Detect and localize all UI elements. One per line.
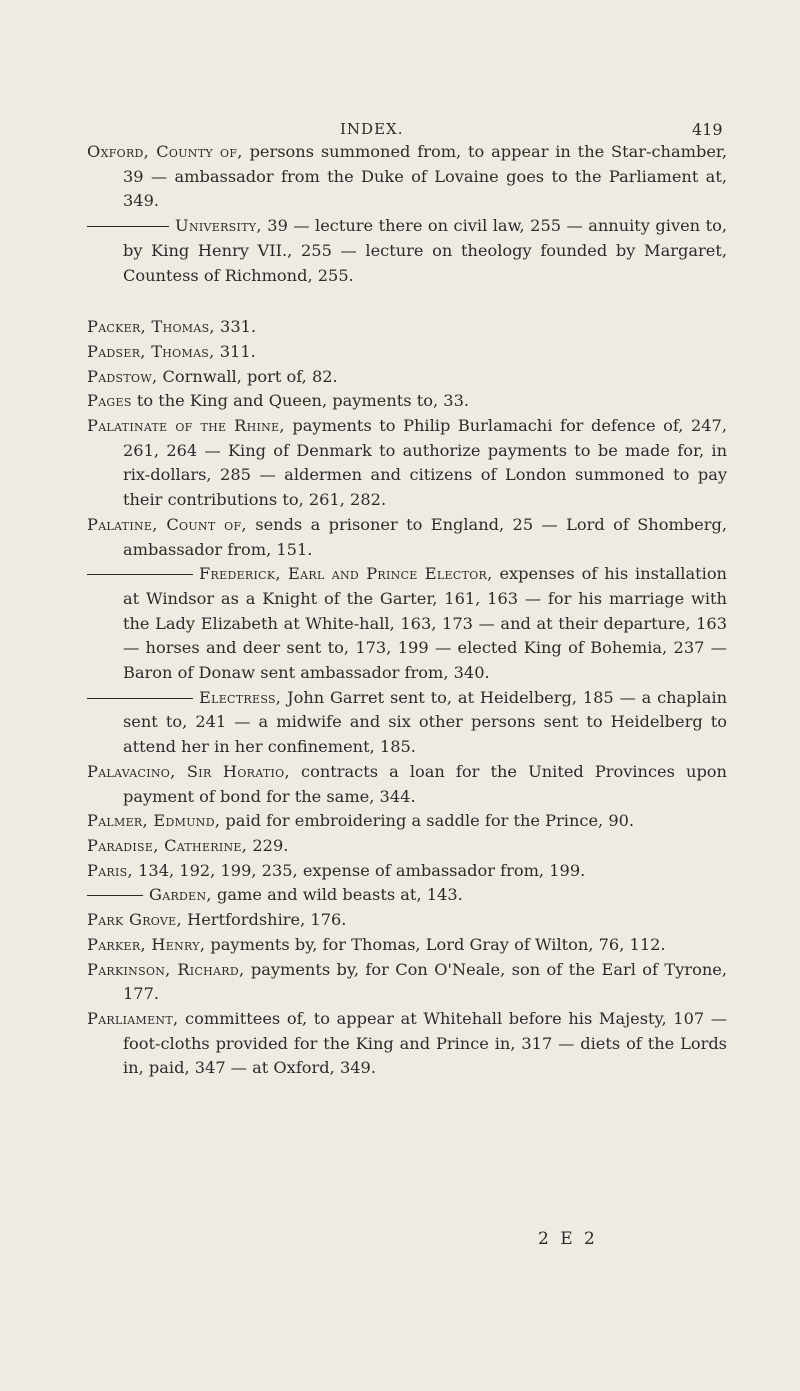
index-entry-padstow (87, 365, 727, 390)
entry-text: committees of, to appear at Whitehall before his Majesty, 107 — foot-cloths provided for the King and Prince in, 317 — diets of the Lords in, paid, 347 — at Oxford, 349. (123, 1008, 727, 1078)
entry-headword: Electress, (199, 687, 282, 707)
index-entry-oxford (87, 140, 727, 214)
entry-text: 134, 192, 199, 235, expense of ambassador from, 199. (132, 860, 586, 880)
entry-text: 311. (214, 341, 256, 361)
entry-headword: Paris, (87, 860, 133, 880)
index-entry-pages (87, 389, 727, 414)
index-entry-parliament (87, 1007, 727, 1081)
index-entry-palatinate (87, 414, 727, 513)
entry-text: Hertfordshire, 176. (181, 910, 347, 930)
index-entry-park-grove (87, 908, 727, 933)
entry-headword: Parkinson, Richard, (87, 959, 245, 979)
index-entry-palavacino (87, 760, 727, 809)
entry-text: John Garret sent to, at Heidelberg, 185 — a chaplain sent to, 241 — a midwife and six other persons sent to Heidelberg to attend her in her confinement, 185. (123, 687, 727, 757)
index-subentry-garden (87, 883, 727, 908)
entry-headword: Pages (87, 391, 132, 411)
entry-headword: Paradise, Catherine, (87, 835, 248, 855)
entry-text: payments by, for Thomas, Lord Gray of Wilton, 76, 112. (205, 934, 666, 954)
ditto-dash (87, 574, 193, 575)
index-entry-parkinson (87, 958, 727, 1007)
entry-headword: Parliament, (87, 1008, 179, 1028)
page-number: 419 (692, 120, 723, 139)
signature-mark: 2 E 2 (538, 1229, 598, 1249)
entry-headword: Padstow, (87, 366, 158, 386)
entry-text: sends a prisoner to England, 25 — Lord of Shomberg, ambassador from, 151. (123, 514, 727, 559)
entry-text: expenses of his installation at Windsor as a Knight of the Garter, 161, 163 — for his marriage with the Lady Elizabeth at White-hall, 163, 173 — and at their departure, 163 — horses and deer sent to, 173, 199 — elected King of Bohemia, 237 — Baron of Donaw sent ambassador from, 340. (123, 564, 727, 683)
ditto-dash (87, 226, 169, 227)
entry-text: paid for embroidering a saddle for the Prince, 90. (220, 811, 635, 831)
letter-gap (87, 288, 727, 315)
entry-text: 39 — lecture there on civil law, 255 — annuity given to, by King Henry VII., 255 — lecture on theology founded by Margaret, Countess of Richmond, 255. (123, 216, 727, 285)
entry-text: payments by, for Con O'Neale, son of the Earl of Tyrone, 177. (123, 959, 727, 1004)
entry-headword: Parker, Henry, (87, 934, 206, 954)
entry-text: game and wild beasts at, 143. (211, 885, 463, 905)
index-subentry-electress (87, 686, 727, 760)
index-subentry-university (87, 214, 727, 288)
index-entry-paradise (87, 834, 727, 859)
entry-headword: Garden, (149, 885, 212, 905)
entry-headword: Palatine, Count of, (87, 514, 247, 534)
index-entry-parker (87, 933, 727, 958)
entry-text: Cornwall, port of, 82. (157, 366, 338, 386)
ditto-dash (87, 895, 143, 896)
entry-headword: University, (175, 216, 262, 236)
entry-text: 331. (214, 317, 257, 337)
index-entry-palmer (87, 809, 727, 834)
entry-headword: Oxford, County of, (87, 142, 243, 161)
entry-headword: Frederick, Earl and Prince Elector, (199, 564, 493, 584)
ditto-dash (87, 698, 193, 699)
index-entry-packer (87, 315, 727, 340)
index-body (87, 140, 727, 1081)
entry-headword: Park Grove, (87, 910, 182, 930)
entry-text: to the King and Queen, payments to, 33. (131, 391, 470, 411)
entry-text: payments to Philip Burlamachi for defence of, 247, 261, 264 — King of Denmark to authorize payments to be made for, in rix-dollars, 285 — aldermen and citizens of London summoned to pay their contributions to, 261, 282. (123, 416, 727, 510)
entry-text: contracts a loan for the United Provinces upon payment of bond for the same, 344. (123, 761, 727, 806)
index-entry-paris (87, 859, 727, 884)
entry-headword: Palatinate of the Rhine, (87, 416, 285, 436)
entry-text: 229. (247, 835, 289, 855)
entry-text: persons summoned from, to appear in the Star-chamber, 39 — ambassador from the Duke of Lovaine goes to the Parliament at, 349. (123, 142, 728, 211)
entry-headword: Padser, Thomas, (87, 341, 215, 361)
running-head: INDEX. (340, 120, 404, 138)
entry-headword: Palavacino, Sir Horatio, (87, 761, 290, 781)
index-entry-palatine (87, 513, 727, 562)
index-entry-padser (87, 340, 727, 365)
index-subentry-frederick (87, 562, 727, 686)
entry-headword: Palmer, Edmund, (87, 811, 221, 831)
entry-headword: Packer, Thomas, (87, 317, 215, 337)
